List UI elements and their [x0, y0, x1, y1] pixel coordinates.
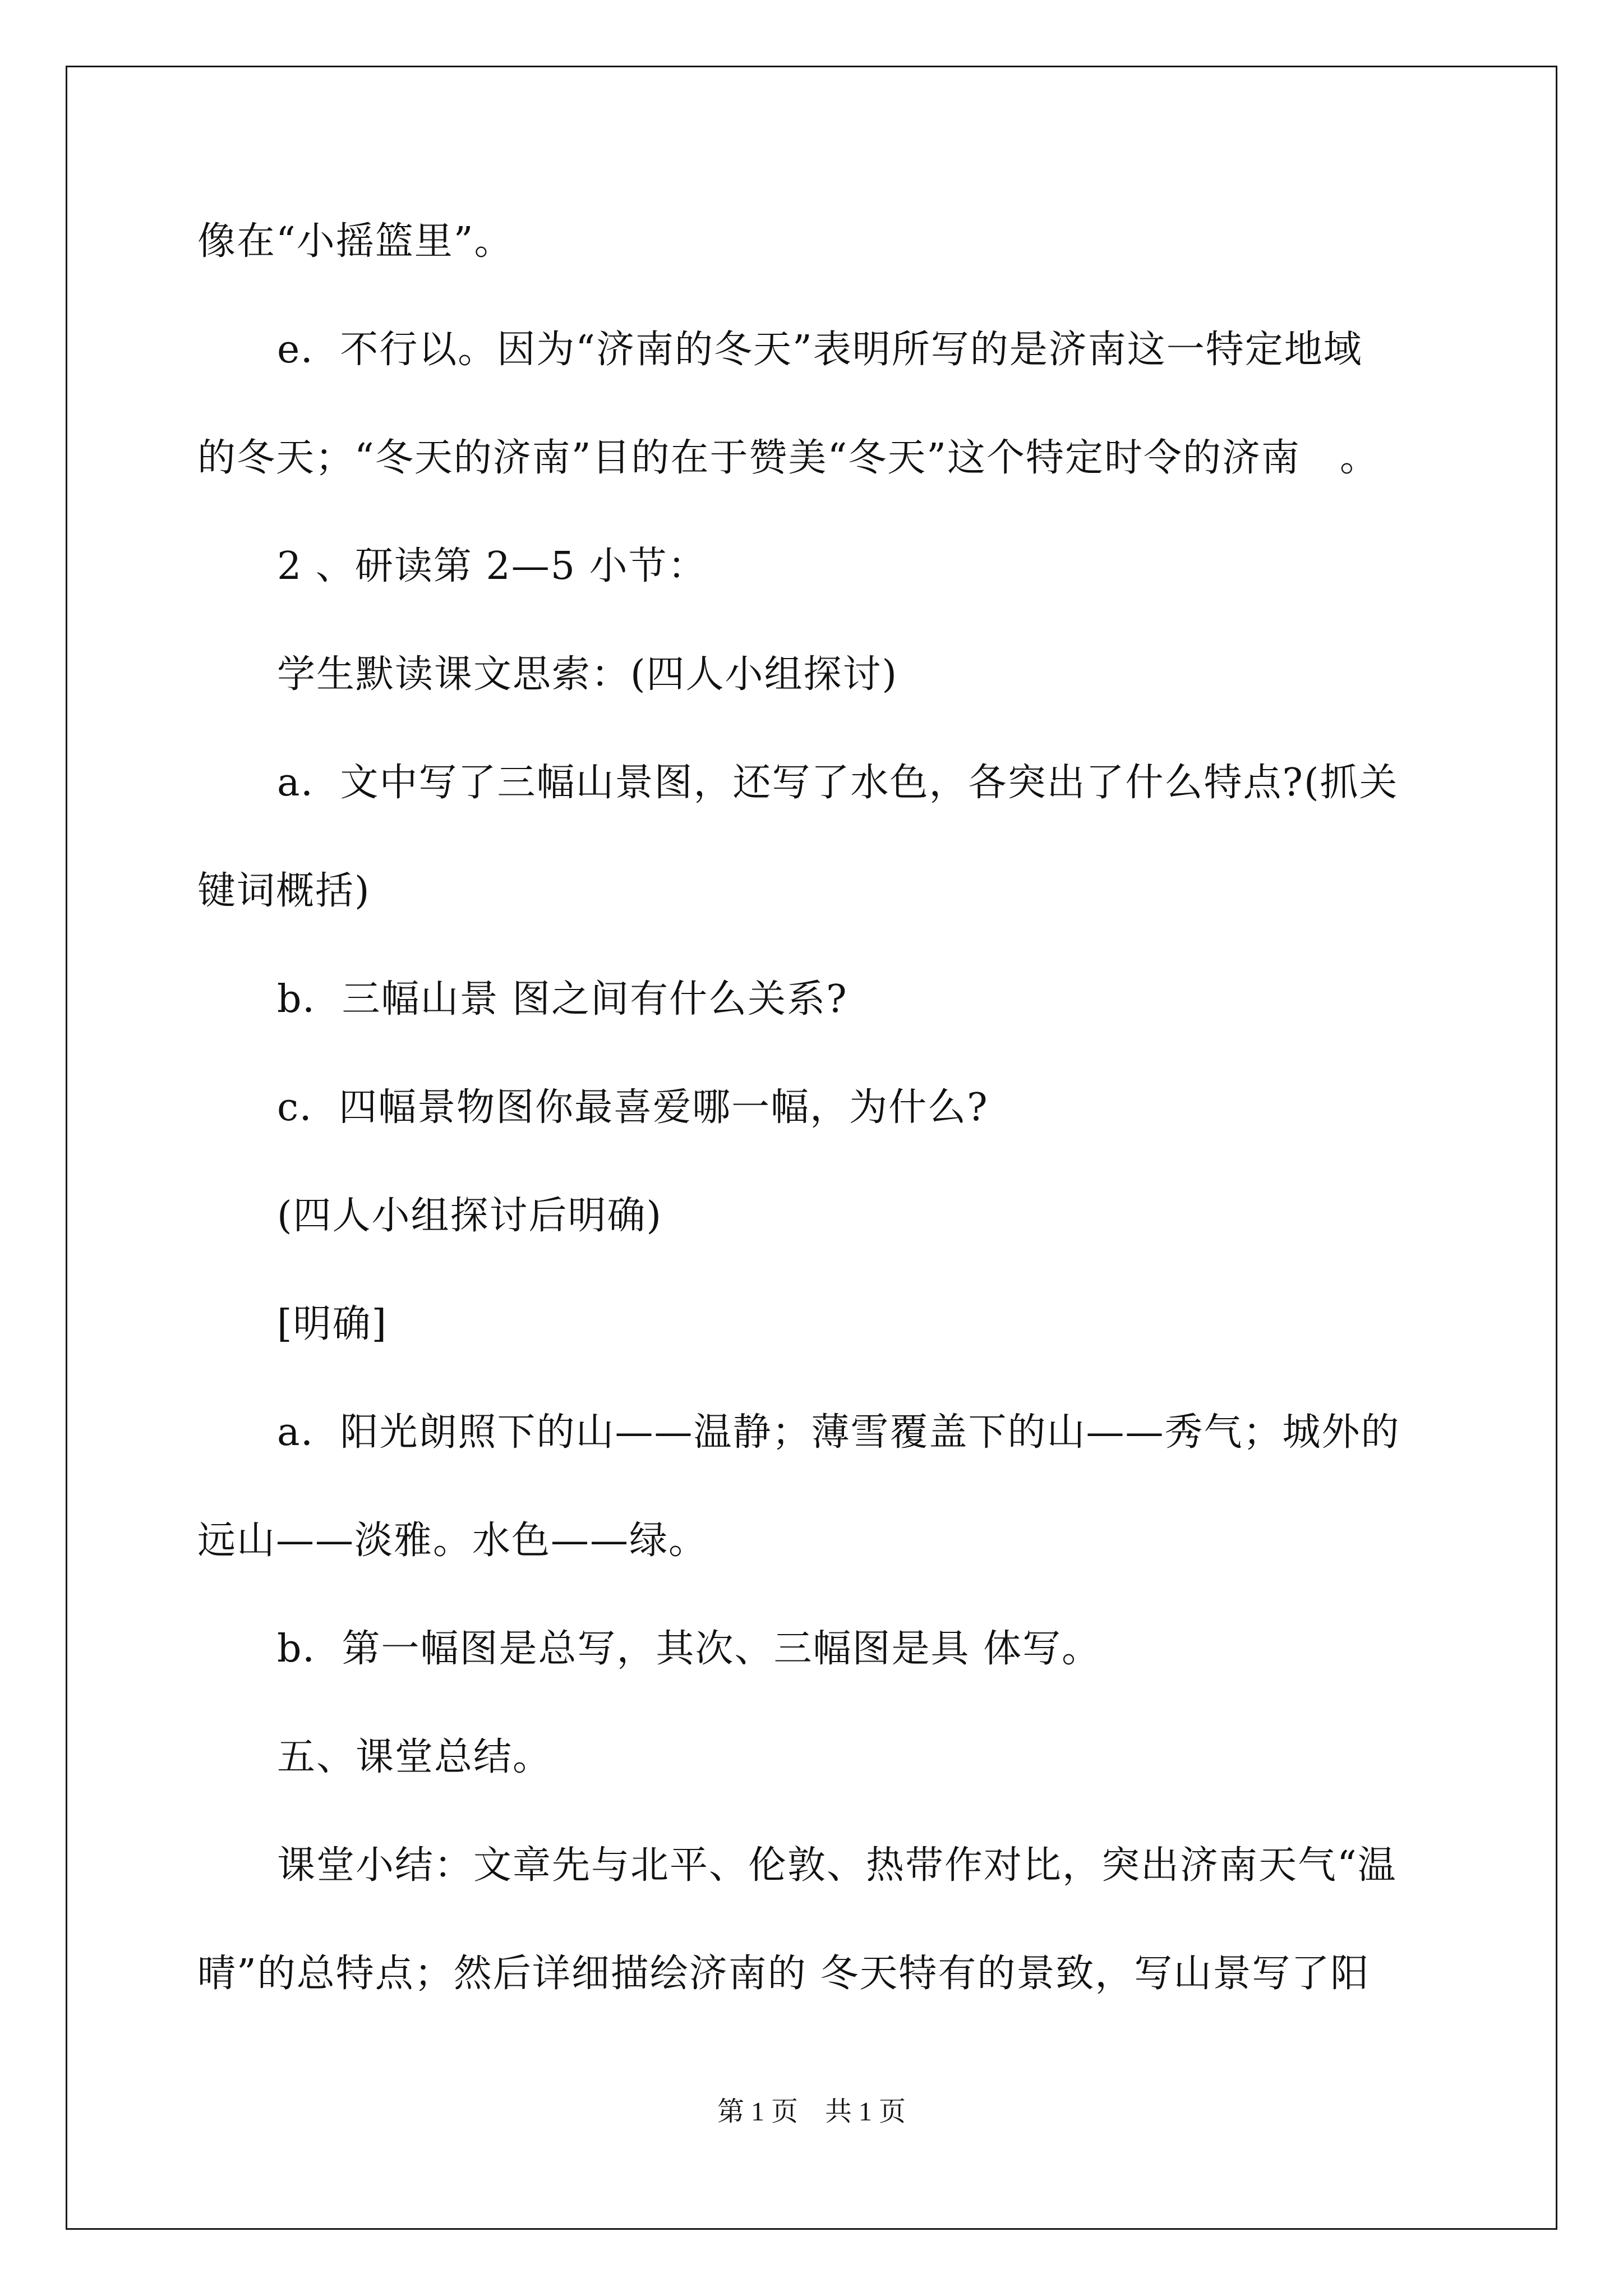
text-line-3: 的冬天；“冬天的济南”目的在于赞美“冬天”这个特定时令的济南 。 [197, 436, 1380, 480]
text-line-6: a．文中写了三幅山景图，还写了水色，各突出了什么特点?(抓关 [277, 761, 1399, 805]
text-line-11: [明确] [277, 1302, 388, 1346]
page-border [66, 66, 1557, 2230]
text-line-17: 晴”的总特点；然后详细描绘济南的 冬天特有的景致，写山景写了阳 [197, 1952, 1370, 1996]
text-line-15: 五、课堂总结。 [277, 1735, 552, 1779]
text-line-9: c．四幅景物图你最喜爱哪一幅，为什么? [277, 1085, 989, 1130]
text-line-8: b．三幅山景 图之间有什么关系? [277, 977, 848, 1022]
text-line-7: 键词概括) [197, 869, 371, 913]
text-line-2: e．不行以。因为“济南的冬天”表明所写的是济南这一特定地域 [277, 328, 1363, 372]
text-line-16: 课堂小结：文章先与北平、伦敦、热带作对比，突出济南天气“温 [277, 1843, 1397, 1888]
text-line-13: 远山——淡雅。水色——绿。 [197, 1519, 708, 1563]
text-line-1: 像在“小摇篮里”。 [197, 219, 514, 264]
text-line-12: a．阳光朗照下的山——温静；薄雪覆盖下的山——秀气；城外的 [277, 1410, 1400, 1455]
text-line-5: 学生默读课文思索：(四人小组探讨) [277, 652, 898, 697]
text-line-10: (四人小组探讨后明确) [277, 1194, 663, 1238]
text-line-14: b．第一幅图是总写，其次、三幅图是具 体写。 [277, 1627, 1101, 1671]
page-number-footer: 第 1 页 共 1 页 [717, 2097, 906, 2127]
text-line-4: 2 、研读第 2—5 小节： [277, 544, 707, 588]
